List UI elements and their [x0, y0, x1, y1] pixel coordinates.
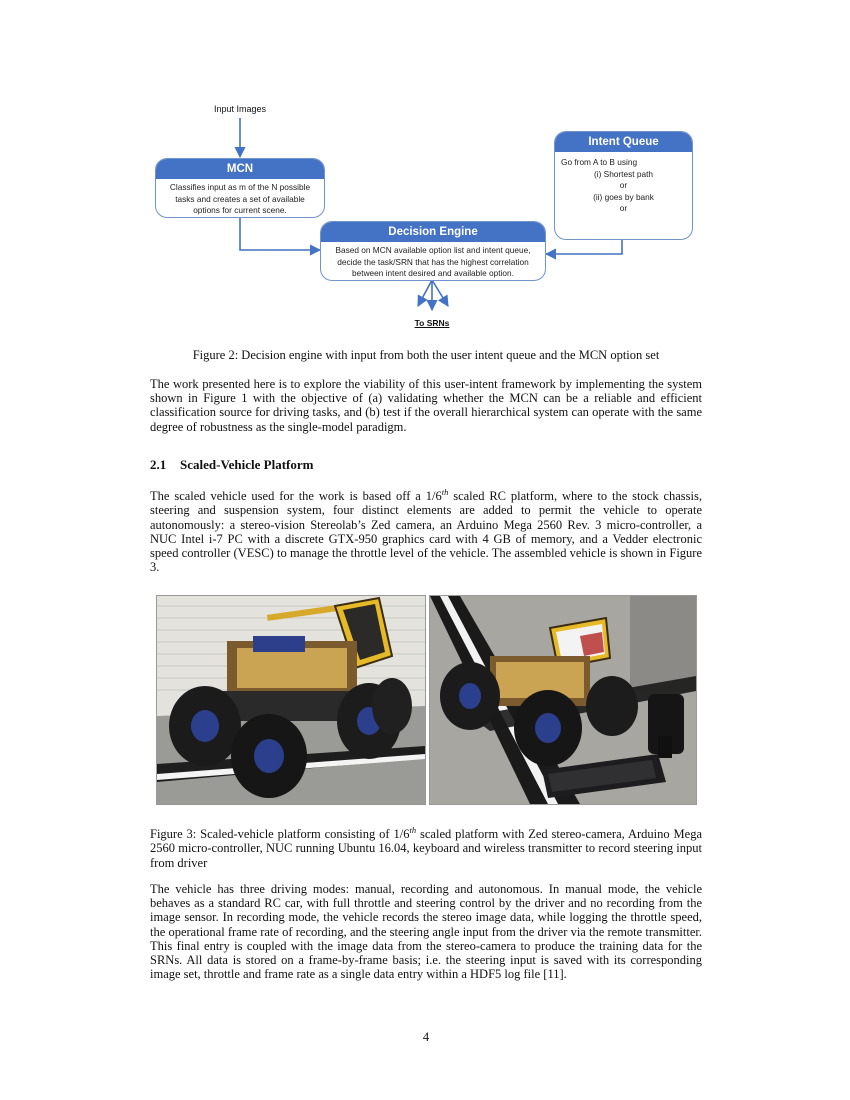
mcn-description — [156, 179, 324, 218]
figure-2-caption: Figure 2: Decision engine with input from both the user intent queue and the MCN option set — [192, 348, 660, 362]
vehicle-photo-right — [429, 595, 697, 805]
arrow-out-right — [432, 280, 448, 306]
paragraph-2-after: scaled RC platform, where to the stock chassis, steering and suspension system, four distinct elements are added to permit the vehicle to operate autonomously: a stereo-vision Stereolab’s Zed camera, an Arduino Mega 2560 Rev. 3 micro-controller, a NUC Intel i-7 PC with a discrete GTX-950 graphics card with 4 GB of memory, and a Vedder electronic speed controller (VESC) to manage the throttle level of the vehicle. The assembled vehicle is shown in Figure 3. — [150, 489, 702, 575]
vehicle-photo-right-art — [430, 596, 696, 804]
intent-queue-description — [555, 152, 692, 220]
decision-line-1: Based on MCN available option list and intent queue, — [335, 245, 531, 255]
mcn-title: MCN — [156, 159, 324, 179]
intent-line-3: or — [619, 180, 628, 190]
decision-engine-title: Decision Engine — [321, 222, 545, 242]
figure-3-caption-after: scaled platform with Zed stereo-camera, Arduino Mega 2560 micro-controller, NUC running Ubuntu 16.04, keyboard and wireless transmitter to record steering input from driver — [150, 827, 703, 870]
decision-engine-description — [321, 242, 545, 281]
paragraph-2 — [150, 485, 702, 574]
intent-queue-title: Intent Queue — [555, 132, 692, 152]
mcn-line-1: Classifies input as m of the N possible — [169, 182, 311, 192]
mcn-box — [155, 158, 325, 218]
intent-line-1: Go from A to B using — [561, 157, 638, 167]
figure-3-caption — [150, 823, 702, 870]
mcn-line-2: tasks and creates a set of available — [175, 193, 305, 204]
paragraph-1: The work presented here is to explore the viability of this user-intent framework by implementing the system shown in Figure 1 with the objective of (a) validating whether the MCN can be a reliable and efficient classification source for driving tasks, and (b) test if the overall hierarchical system can operate with the same degree of robustness as the single-model paradigm. — [150, 377, 702, 434]
decision-line-2: decide the task/SRN that has the highest correlation — [337, 256, 529, 267]
paragraph-2-sup: th — [441, 487, 449, 497]
arrow-out-left — [418, 280, 432, 306]
decision-engine-box — [320, 221, 546, 281]
section-title: Scaled-Vehicle Platform — [180, 457, 314, 472]
paragraph-3: The vehicle has three driving modes: manual, recording and autonomous. In manual mode, the vehicle behaves as a standard RC car, with full throttle and steering control by the driver and no recording from the image sensor. In recording mode, the vehicle records the stereo image data, while logging the throttle speed, the operational frame rate of recording, and the steering angle input from the driver via the remote transmitter. This final entry is coupled with the image data from the stereo-camera to produce the training data for the SRNs. All data is stored on a frame-by-frame basis; i.e. the steering input is saved with its corresponding image set, throttle and frame rate as a single data entry within a HDF5 log file [11]. — [150, 882, 702, 982]
intent-line-4: (ii) goes by bank — [593, 191, 654, 202]
vehicle-photo-left-art — [157, 596, 425, 804]
page-number: 4 — [422, 1030, 430, 1044]
decision-line-3: between intent desired and available option. — [352, 268, 514, 278]
vehicle-photo-left — [156, 595, 426, 805]
figure-3-caption-before: Figure 3: Scaled-vehicle platform consisting of 1/6 — [150, 827, 410, 842]
intent-queue-box — [554, 131, 693, 240]
arrow-mcn-to-decision — [240, 218, 320, 250]
intent-line-2: (i) Shortest path — [593, 168, 654, 179]
paragraph-2-before: The scaled vehicle used for the work is based off a 1/6 — [150, 489, 442, 504]
intent-line-5: or — [619, 203, 628, 213]
figure-3-caption-sup: th — [409, 825, 417, 835]
input-images-label: Input Images — [213, 104, 267, 114]
section-heading — [150, 457, 702, 473]
arrow-intent-to-decision — [546, 240, 622, 254]
section-number: 2.1 — [150, 457, 167, 472]
to-srns-label: To SRNs — [414, 318, 450, 328]
mcn-line-3: options for current scene. — [193, 205, 287, 215]
figure-2-diagram — [0, 0, 850, 340]
diagram-connectors — [0, 0, 850, 340]
